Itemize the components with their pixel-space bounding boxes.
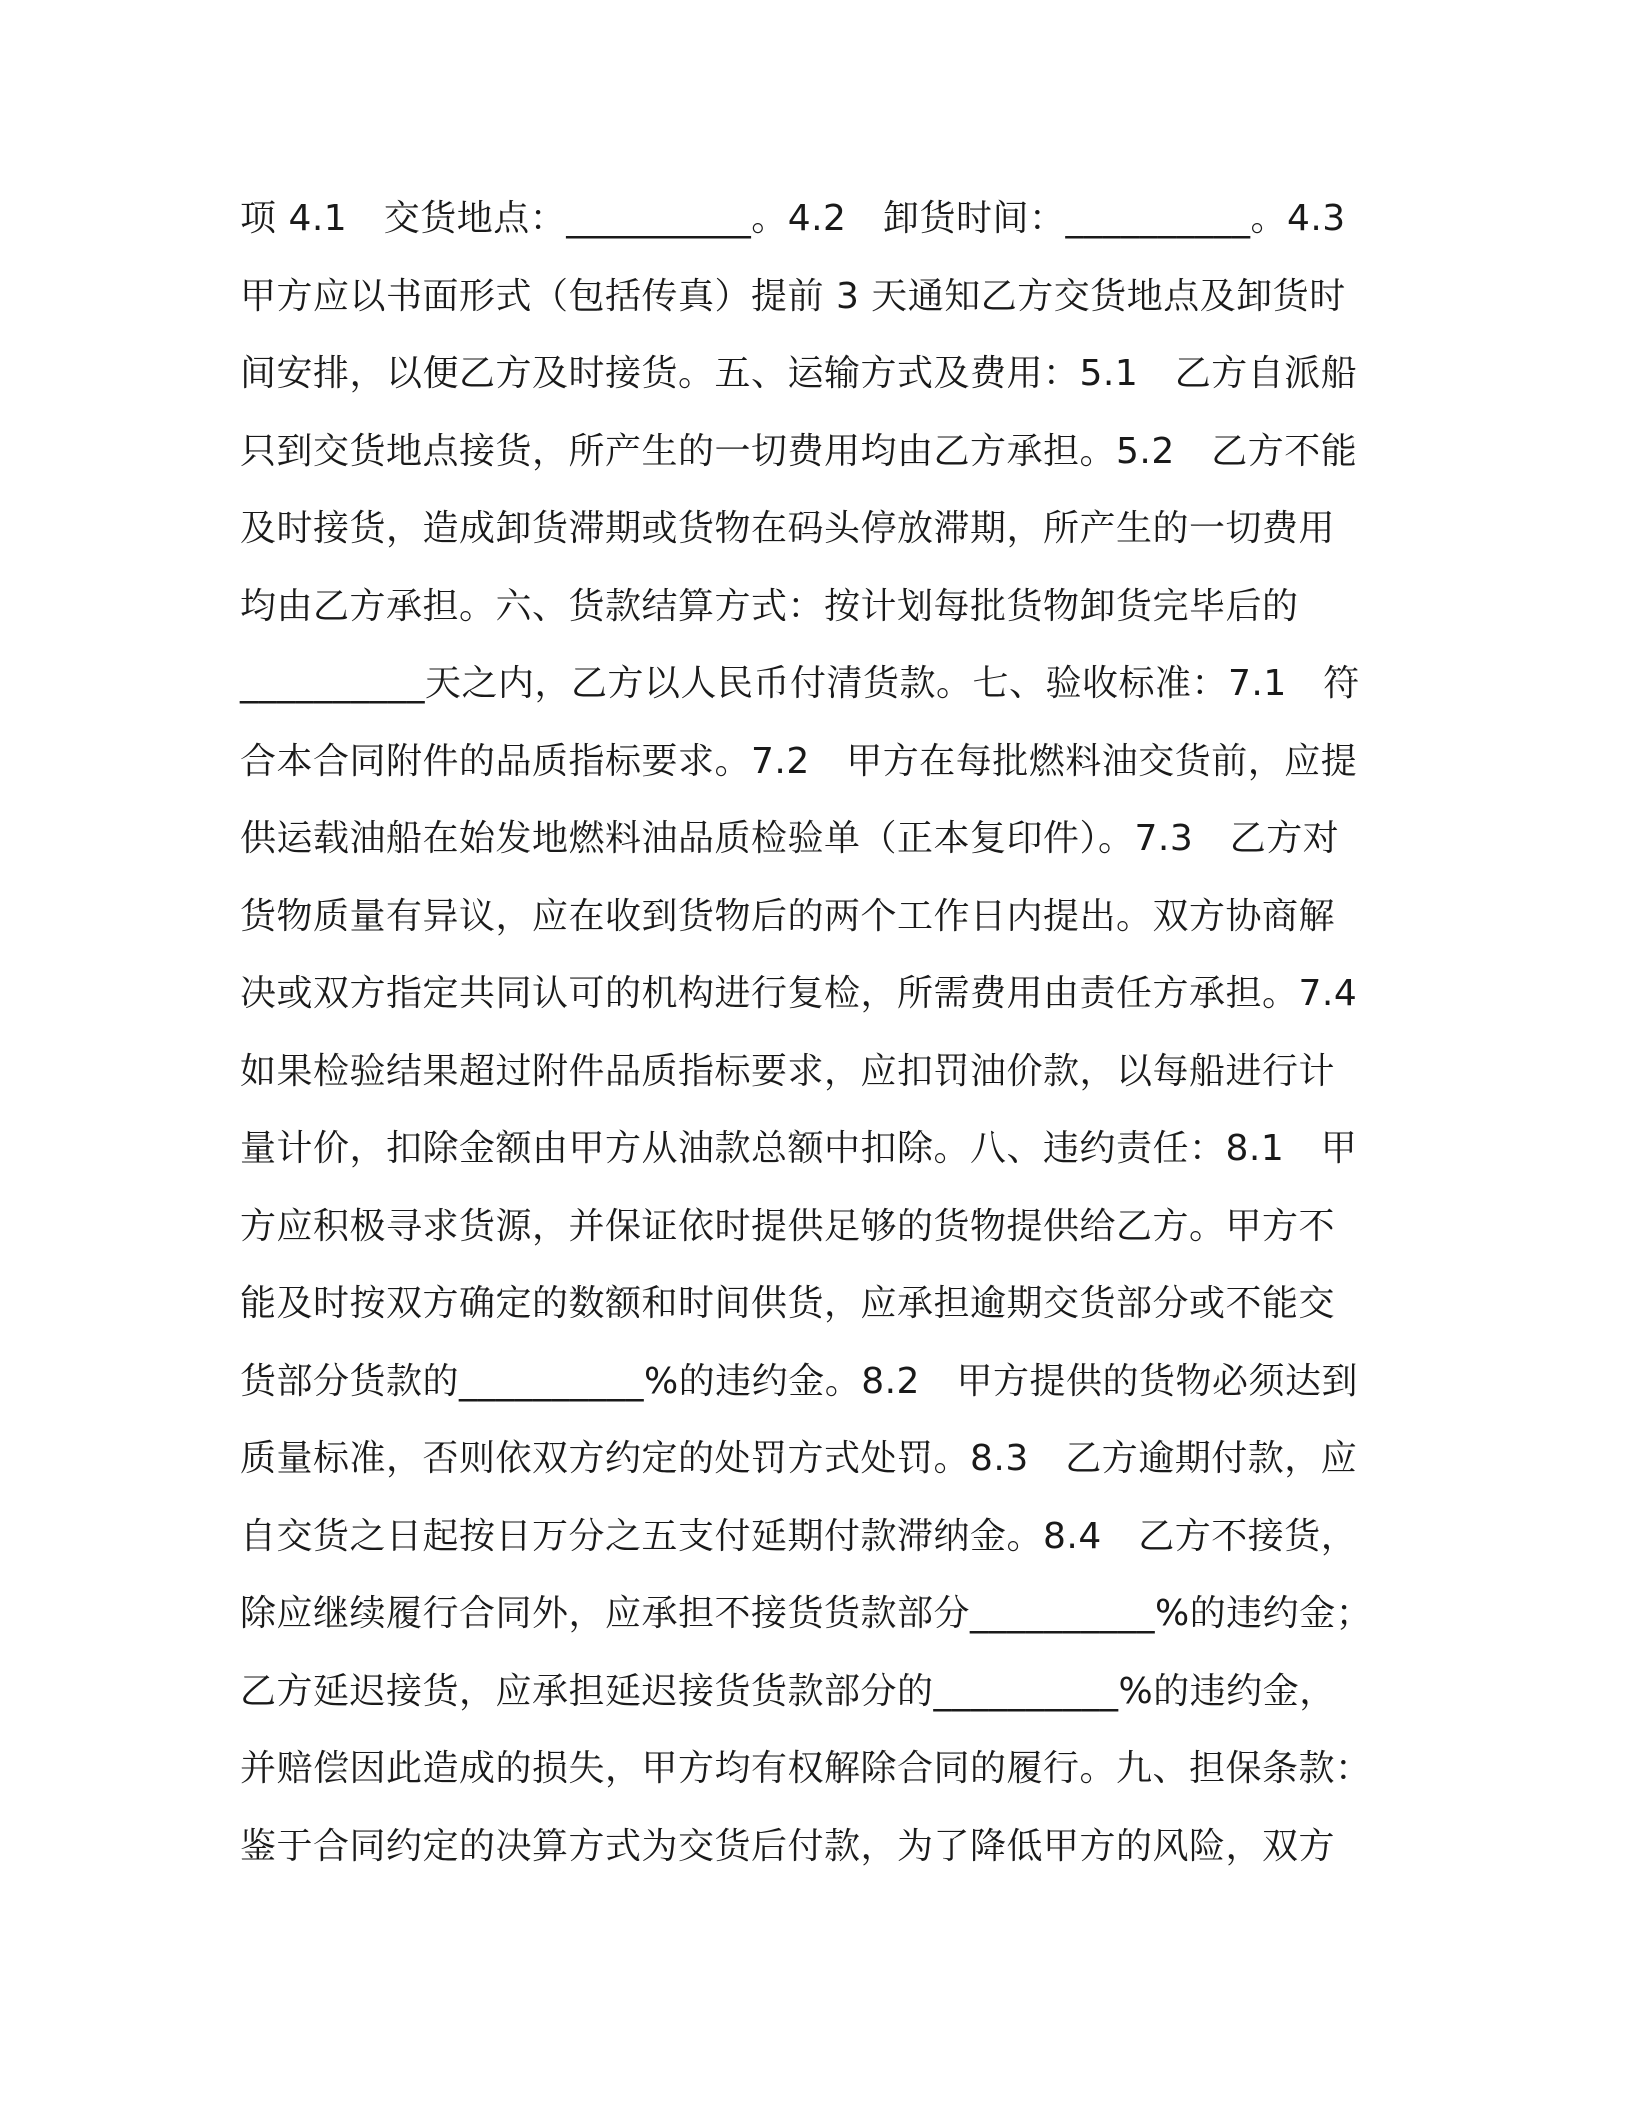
text-line: 量计价，扣除金额由甲方从油款总额中扣除。八、违约责任：8.1 甲 (240, 1128, 1358, 1169)
text-line: 均由乙方承担。六、货款结算方式：按计划每批货物卸货完毕后的 (240, 585, 1299, 627)
text-line: 间安排，以便乙方及时接货。五、运输方式及费用：5.1 乙方自派船 (240, 353, 1358, 394)
text-line: 鉴于合同约定的决算方式为交货后付款，为了降低甲方的风险，双方 (240, 1825, 1336, 1867)
text-line: 除应继续履行合同外，应承担不接货货款部分__________%的违约金； (240, 1593, 1373, 1634)
text-line: 如果检验结果超过附件品质指标要求，应扣罚油价款，以每船进行计 (240, 1050, 1336, 1092)
text-line: 能及时按双方确定的数额和时间供货，应承担逾期交货部分或不能交 (240, 1283, 1336, 1324)
text-line: 供运载油船在始发地燃料油品质检验单（正本复印件）。7.3 乙方对 (240, 818, 1340, 859)
text-line: 并赔偿因此造成的损失，甲方均有权解除合同的履行。九、担保条款： (240, 1748, 1372, 1789)
text-line: 及时接货，造成卸货滞期或货物在码头停放滞期，所产生的一切费用 (240, 508, 1336, 549)
contract-body-text (240, 188, 1400, 1893)
text-line: 质量标准，否则依双方约定的处罚方式处罚。8.3 乙方逾期付款，应 (240, 1438, 1358, 1479)
text-line: 货部分货款的__________%的违约金。8.2 甲方提供的货物必须达到 (240, 1360, 1358, 1402)
text-line: 方应积极寻求货源，并保证依时提供足够的货物提供给乙方。甲方不 (240, 1205, 1336, 1247)
text-line: 自交货之日起按日万分之五支付延期付款滞纳金。8.4 乙方不接货， (240, 1515, 1358, 1557)
text-line: 项 4.1 交货地点：__________。4.2 卸货时间：__________。4.3 (240, 198, 1346, 239)
text-line: 货物质量有异议，应在收到货物后的两个工作日内提出。双方协商解 (240, 895, 1336, 937)
text-line: __________天之内，乙方以人民币付清货款。七、验收标准：7.1 符 (240, 663, 1360, 704)
text-line: 合本合同附件的品质指标要求。7.2 甲方在每批燃料油交货前，应提 (240, 740, 1358, 782)
text-line: 乙方延迟接货，应承担延迟接货货款部分的__________%的违约金， (240, 1670, 1336, 1712)
text-line: 只到交货地点接货，所产生的一切费用均由乙方承担。5.2 乙方不能 (240, 430, 1358, 472)
text-line: 甲方应以书面形式（包括传真）提前 3 天通知乙方交货地点及卸货时 (240, 275, 1346, 317)
text-line: 决或双方指定共同认可的机构进行复检，所需费用由责任方承担。7.4 (240, 973, 1358, 1014)
